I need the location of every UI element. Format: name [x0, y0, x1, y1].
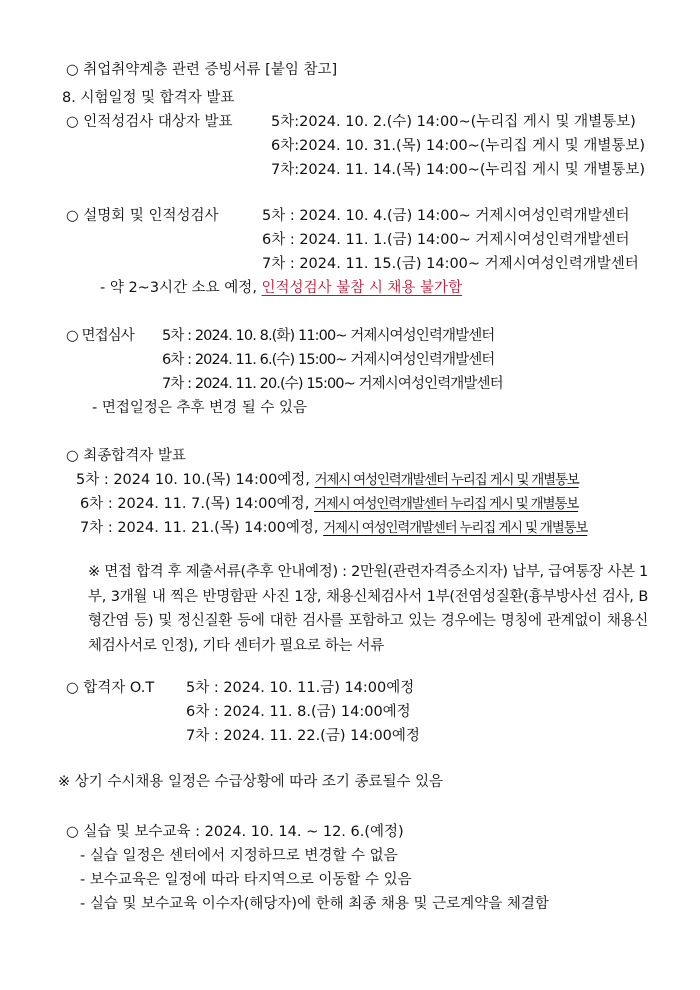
attendance-warning: 인적성검사 불참 시 채용 불가함 — [261, 280, 463, 296]
aptitude-notice-label: ○ 인적성검사 대상자 발표 — [66, 114, 233, 130]
aptitude-notice-row: 7차:2024. 11. 14.(목) 14:00~(누리집 게시 및 개별통보) — [271, 162, 646, 178]
final-channel: 거제시 여성인력개발센터 누리집 게시 및 개별통보 — [323, 520, 588, 536]
orientation-row: 7차 : 2024. 11. 22.(금) 14:00예정 — [186, 728, 420, 744]
section-title: 8. 시험일정 및 합격자 발표 — [62, 90, 235, 106]
final-date: 6차 : 2024. 11. 7.(목) 14:00예정, — [80, 496, 310, 512]
briefing-note-text: - 약 2~3시간 소요 예정, — [100, 280, 262, 296]
briefing-note — [100, 278, 462, 298]
interview-row: 7차 : 2024. 11. 20.(수) 15:00~ 거제시여성인력개발센터 — [162, 376, 503, 392]
final-date: 5차 : 2024 10. 10.(목) 14:00예정, — [76, 472, 310, 488]
interview-row: 5차 : 2024. 10. 8.(화) 11:00~ 거제시여성인력개발센터 — [162, 328, 495, 344]
aptitude-notice-row: 6차:2024. 10. 31.(목) 14:00~(누리집 게시 및 개별통보) — [271, 138, 646, 154]
interview-note: - 면접일정은 추후 변경 될 수 있음 — [92, 400, 307, 416]
orientation-row: 6차 : 2024. 11. 8.(금) 14:00예정 — [186, 704, 411, 720]
final-row — [80, 494, 578, 514]
orientation-row: 5차 : 2024. 10. 11.금) 14:00예정 — [186, 680, 415, 696]
final-row — [80, 518, 587, 538]
item-eligibility-docs: ○ 취업취약계층 관련 증빙서류 [붙임 참고] — [66, 62, 338, 78]
orientation-label: ○ 합격자 O.T — [66, 680, 155, 696]
training-note: - 실습 및 보수교육 이수자(해당자)에 한해 최종 채용 및 근로계약을 체결함 — [80, 896, 549, 912]
final-channel: 거제시 여성인력개발센터 누리집 게시 및 개별통보 — [313, 496, 579, 512]
briefing-row: 7차 : 2024. 11. 15.(금) 14:00~ 거제시여성인력개발센터 — [262, 256, 639, 272]
training-note: - 보수교육은 일정에 따라 타지역으로 이동할 수 있음 — [80, 872, 412, 888]
early-close-note: ※ 상기 수시채용 일정은 수급상황에 따라 조기 종료될수 있음 — [58, 774, 444, 790]
aptitude-notice-row: 5차:2024. 10. 2.(수) 14:00~(누리집 게시 및 개별통보) — [271, 114, 636, 130]
final-channel: 거제시 여성인력개발센터 누리집 게시 및 개별통보 — [314, 472, 579, 488]
documents-note: ※ 면접 합격 후 제출서류(추후 안내예정) : 2만원(관련자격증소지자) 납부, 급여통장 사본 1부, 3개월 내 찍은 반명함판 사진 1장, 채용신체검사서 1부(전염성질환(흉부방사선 검사, B형간염 등) 및 정신질환 등에 대한 검사를 포함하고 있는 경우에는 명칭에 관계없이 채용신체검사서로 인정), 기타 센터가 필요로 하는 서류 — [88, 564, 648, 654]
briefing-row: 6차 : 2024. 11. 1.(금) 14:00~ 거제시여성인력개발센터 — [262, 232, 630, 248]
final-row — [76, 470, 579, 490]
training-note: - 실습 일정은 센터에서 지정하므로 변경할 수 없음 — [80, 848, 398, 864]
interview-label: ○ 면접심사 — [66, 328, 134, 344]
briefing-label: ○ 설명회 및 인적성검사 — [66, 208, 219, 224]
training-label: ○ 실습 및 보수교육 : 2024. 10. 14. ~ 12. 6.(예정) — [66, 824, 404, 840]
final-label: ○ 최종합격자 발표 — [66, 448, 186, 464]
interview-row: 6차 : 2024. 11. 6.(수) 15:00~ 거제시여성인력개발센터 — [162, 352, 495, 368]
final-date: 7차 : 2024. 11. 21.(목) 14:00예정, — [80, 520, 319, 536]
briefing-row: 5차 : 2024. 10. 4.(금) 14:00~ 거제시여성인력개발센터 — [262, 208, 630, 224]
